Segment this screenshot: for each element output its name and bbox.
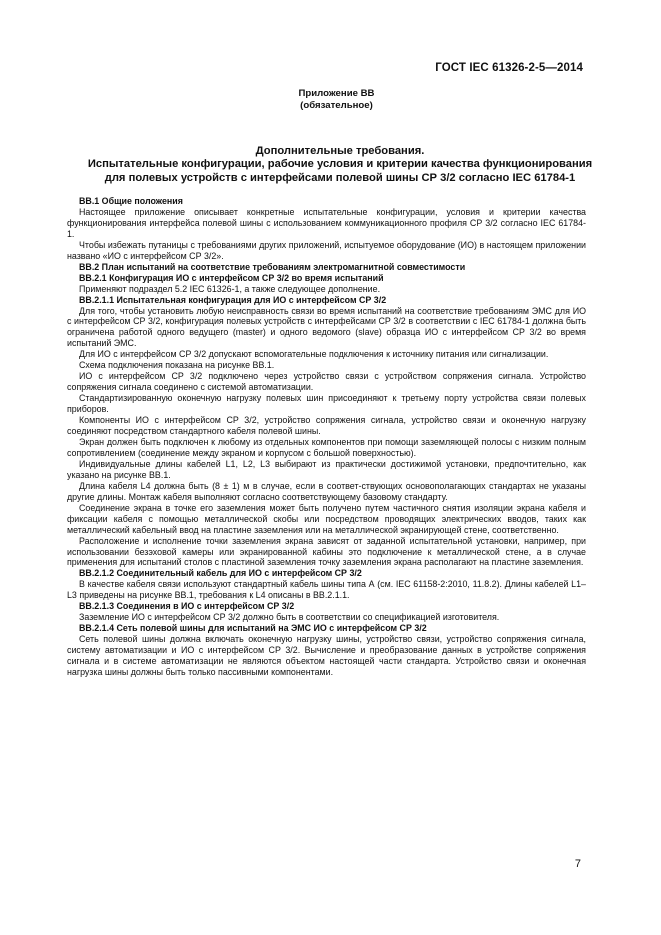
paragraph: Индивидуальные длины кабелей L1, L2, L3 выбирают из практически достижимой установки, предпочтительно, как указано на рисунке ВВ.1. [67, 458, 586, 480]
paragraph: Сеть полевой шины должна включать оконечную нагрузку шины, устройство связи, устройство сопряжения сигнала, систему автоматизации и ИО с интерфейсом СР 3/2. Вычисление и преобразование данных в устройстве сопряжения сигнала и в системе автоматизации не являются объектом настоящей части стандарта. Устройство связи и оконечная нагрузка шины должны быть только пассивными компонентами. [67, 634, 586, 677]
paragraph: Стандартизированную оконечную нагрузку полевых шин присоединяют к третьему порту устройства связи полевых приборов. [67, 393, 586, 415]
annex-status: (обязательное) [300, 100, 373, 111]
paragraph: Расположение и исполнение точки заземления экрана зависят от заданной испытательной установки, например, при использовании безэховой камеры или экранированной кабины это подключение к металлической стене, а в случае применения для испытаний столов с пластиной заземления точку заземления экрана располагают на пластине заземления. [67, 535, 586, 568]
paragraph: ИО с интерфейсом СР 3/2 подключено через устройство связи с устройством сопряжения сигнала. Устройство сопряжения сигнала соединено с системой автоматизации. [67, 371, 586, 393]
paragraph: Настоящее приложение описывает конкретные испытательные конфигурации, условия и критерии качества функционирования интерфейса полевой шины с использованием коммуникационного профиля СР 3/2 согласно IEC 61784-1. [67, 206, 586, 239]
paragraph: Применяют подраздел 5.2 IEC 61326-1, а также следующее дополнение. [79, 283, 381, 294]
title-line: для полевых устройств с интерфейсами полевой шины СР 3/2 согласно IEC 61784-1 [104, 171, 576, 184]
section-heading: ВВ.1 Общие положения [79, 196, 183, 206]
section-heading: ВВ.2.1 Конфигурация ИО с интерфейсом СР 3/2 во время испытаний [79, 272, 384, 283]
paragraph: Для того, чтобы установить любую неисправность связи во время испытаний на соответствие требованиям ЭМС для ИО с интерфейсом СР 3/2, конфигурация полевых устройств с интерфейсами СР 3/2 в соответствии с IEC 61784-1 должна быть ограничена работой одного ведущего (master) и одного ведомого (slave) образца ИО с интерфейсом СР 3/2 во время испытаний ЭМС. [67, 305, 586, 349]
paragraph: Чтобы избежать путаницы с требованиями других приложений, испытуемое оборудование (ИО) в настоящем приложении названо «ИО с интерфейсом СР 3/2». [67, 239, 586, 261]
section-heading: ВВ.2.1.4 Сеть полевой шины для испытаний на ЭМС ИО с интерфейсом СР 3/2 [79, 623, 427, 634]
paragraph: Соединение экрана в точке его заземления может быть получено путем частичного снятия изоляции экрана кабеля и фиксации кабеля с помощью металлической скобы или посредством проводящих электрических вводов, таких как металлический кабельный ввод на пластине заземления или на металлической экранирующей стене, соответственно. [67, 502, 586, 535]
section-heading: ВВ.2 План испытаний на соответствие требованиям электромагнитной совместимости [79, 261, 466, 272]
document-code: ГОСТ IEC 61326-2-5—2014 [435, 62, 583, 74]
paragraph: Экран должен быть подключен к любому из отдельных компонентов при помощи заземляющей полосы с низким полным сопротивлением (соединение между экраном и корпусом с большой поверхностью). [67, 436, 586, 458]
paragraph: В качестве кабеля связи используют стандартный кабель шины типа А (см. IEC 61158-2:2010, 11.8.2). Длины кабелей L1–L3 приведены на рисунке ВВ.1, требования к L4 описаны в ВВ.2.1.1. [67, 579, 586, 601]
annex-main-title [60, 145, 620, 185]
section-heading: ВВ.2.1.3 Соединения в ИО с интерфейсом СР 3/2 [79, 601, 295, 612]
document-body [67, 196, 586, 678]
annex-title: Приложение ВВ [298, 88, 375, 99]
paragraph: Длина кабеля L4 должна быть (8 ± 1) м в случае, если в соответ-ствующих основополагающих стандартах не указаны другие длины. Монтаж кабеля выполняют согласно соответствующему базовому стандарту. [67, 480, 586, 502]
paragraph: Заземление ИО с интерфейсом СР 3/2 должно быть в соответствии со спецификацией изготовителя. [79, 612, 500, 623]
page-number: 7 [574, 858, 581, 870]
title-line: Испытательные конфигурации, рабочие условия и критерии качества функционирования [87, 158, 593, 171]
annex-heading [0, 88, 661, 112]
paragraph: Для ИО с интерфейсом СР 3/2 допускают вспомогательные подключения к источнику питания или сигнализации. [79, 349, 549, 360]
paragraph: Компоненты ИО с интерфейсом СР 3/2, устройство сопряжения сигнала, устройство связи и оконечную нагрузку соединяют посредством стандартного кабеля полевой шины. [67, 415, 586, 437]
title-line: Дополнительные требования. [255, 145, 425, 157]
section-heading: ВВ.2.1.2 Соединительный кабель для ИО с интерфейсом СР 3/2 [79, 568, 362, 579]
section-heading: ВВ.2.1.1 Испытательная конфигурация для ИО с интерфейсом СР 3/2 [79, 294, 387, 305]
paragraph: Схема подключения показана на рисунке ВВ.1. [79, 360, 275, 371]
